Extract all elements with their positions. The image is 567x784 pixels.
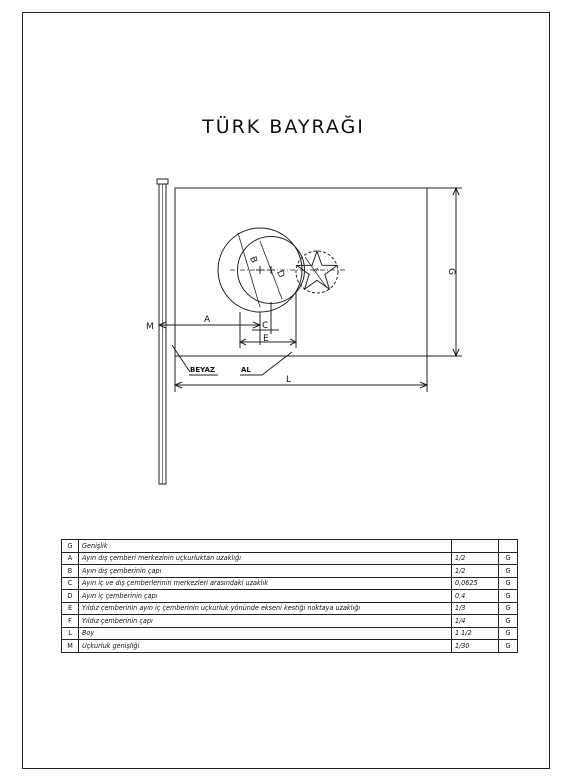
flag-outline — [175, 188, 427, 356]
row-description: Yıldız çemberinin çapı — [79, 615, 452, 628]
table-row — [62, 565, 518, 578]
label-e: E — [263, 334, 269, 344]
row-description: Ayın iç ve dış çemberlerinin merkezleri arasındaki uzaklık — [79, 577, 452, 590]
page-title: TÜRK BAYRAĞI — [202, 116, 365, 138]
row-description: Ayın iç çemberinin çapı — [79, 590, 452, 603]
label-beyaz: BEYAZ — [190, 366, 216, 374]
row-value: 1/2 — [452, 552, 499, 565]
table-row — [62, 577, 518, 590]
row-unit: G — [499, 552, 518, 565]
label-f: F — [311, 266, 321, 275]
label-m: M — [146, 322, 154, 332]
label-l: L — [286, 375, 292, 385]
row-unit: G — [499, 627, 518, 640]
row-unit: G — [499, 565, 518, 578]
table-row — [62, 540, 518, 553]
table-row — [62, 615, 518, 628]
row-description: Ayın dış çemberi merkezinin uçkurluktan uzaklığı — [79, 552, 452, 565]
row-value: 1/2 — [452, 565, 499, 578]
table-row — [62, 627, 518, 640]
row-value: 1/30 — [452, 640, 499, 653]
row-key: D — [62, 590, 79, 603]
label-b: B — [247, 255, 259, 265]
row-key: F — [62, 615, 79, 628]
row-unit: G — [499, 602, 518, 615]
label-al: AL — [241, 366, 251, 374]
row-description: Genişlik — [79, 540, 452, 553]
row-key: E — [62, 602, 79, 615]
specification-table-body — [62, 540, 518, 653]
row-unit: G — [499, 640, 518, 653]
row-unit: G — [499, 577, 518, 590]
row-description: Ayın dış çemberinin çapı — [79, 565, 452, 578]
row-value: 0,4 — [452, 590, 499, 603]
label-g: G — [446, 268, 456, 275]
dimension-labels — [146, 255, 456, 385]
row-value: 1/3 — [452, 602, 499, 615]
table-row — [62, 602, 518, 615]
pole-cap — [157, 179, 168, 184]
row-key: B — [62, 565, 79, 578]
row-key: G — [62, 540, 79, 553]
row-description: Yıldız çemberinin ayın iç çemberinin uçkurluk yönünde ekseni kestiği noktaya uzaklığı — [79, 602, 452, 615]
table-row — [62, 640, 518, 653]
row-key: A — [62, 552, 79, 565]
row-key: C — [62, 577, 79, 590]
table-row — [62, 552, 518, 565]
table-row — [62, 590, 518, 603]
row-value: 0,0625 — [452, 577, 499, 590]
row-value: 1 1/2 — [452, 627, 499, 640]
row-unit: G — [499, 590, 518, 603]
row-description: Boy — [79, 627, 452, 640]
label-a: A — [204, 315, 211, 325]
label-c: C — [262, 321, 269, 331]
specification-table — [61, 539, 518, 653]
row-value: 1/4 — [452, 615, 499, 628]
row-key: M — [62, 640, 79, 653]
row-description: Uçkurluk genişliği — [79, 640, 452, 653]
row-value — [452, 540, 499, 553]
label-d: D — [274, 269, 286, 280]
row-key: L — [62, 627, 79, 640]
row-unit — [499, 540, 518, 553]
row-unit: G — [499, 615, 518, 628]
